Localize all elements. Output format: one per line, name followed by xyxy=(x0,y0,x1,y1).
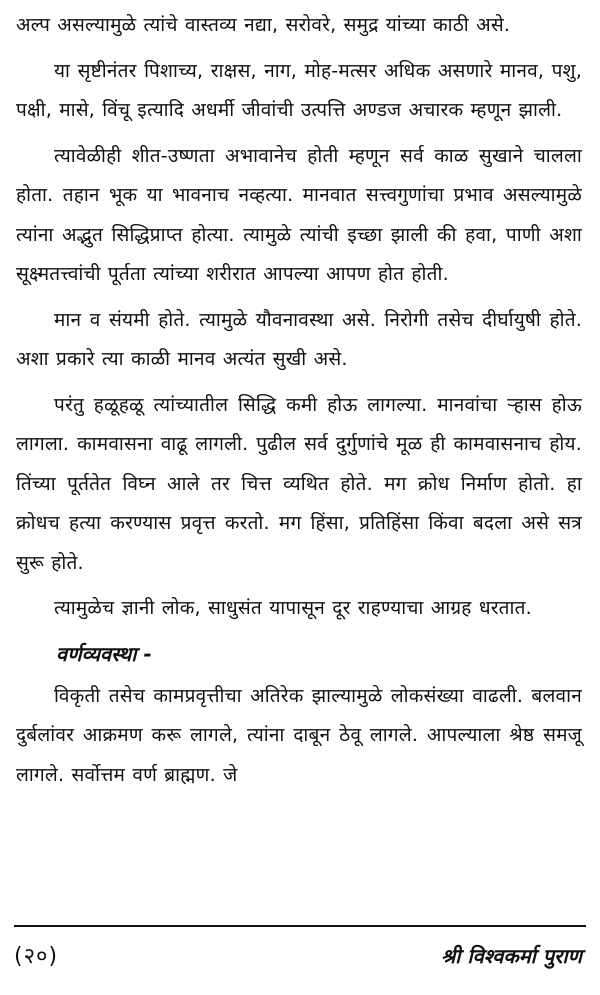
page-number: (२०) xyxy=(14,944,59,969)
paragraph-2: या सृष्टीनंतर पिशाच्य, राक्षस, नाग, मोह-मत्सर अधिक असणारे मानव, पशु, पक्षी, मासे, विंचू इत्यादि अधर्मी जीवांची उत्पत्ति अण्डज अचारक म्हणून झाली. xyxy=(16,59,582,121)
book-title: श्री विश्वकर्मा पुराण xyxy=(441,943,582,968)
page-footer xyxy=(14,935,582,975)
footer-divider xyxy=(14,925,586,927)
paragraph-3: त्यावेळीही शीत-उष्णता अभावानेच होती म्हणून सर्व काळ सुखाने चालला होता. तहान भूक या भावनाच नव्हत्या. मानवात सत्त्वगुणांचा प्रभाव असल्यामुळे त्यांना अद्भुत सिद्धिप्राप्त होत्या. त्यामुळे त्यांची इच्छा झाली की हवा, पाणी अशा सूक्ष्मतत्त्वांची पूर्तता त्यांच्या शरीरात आपल्या आपण होत होती. xyxy=(16,144,582,285)
paragraph-6: त्यामुळेच ज्ञानी लोक, साधुसंत यापासून दूर राहण्याचा आग्रह धरतात. xyxy=(54,597,532,619)
paragraph-after-heading: विकृती तसेच कामप्रवृत्तीचा अतिरेक झाल्यामुळे लोकसंख्या वाढली. बलवान दुर्बलांवर आक्रमण करू लागले, त्यांना दाबून ठेवू लागले. आपल्याला श्रेष्ठ समजू लागले. सर्वोत्तम वर्ण ब्राह्मण. जे xyxy=(16,684,582,786)
paragraph-4: मान व संयमी होते. त्यामुळे यौवनावस्था असे. निरोगी तसेच दीर्घायुषी होते. अशा प्रकारे त्या काळी मानव अत्यंत सुखी असे. xyxy=(16,308,582,370)
paragraph-1: अल्प असल्यामुळे त्यांचे वास्तव्य नद्या, सरोवरे, समुद्र यांच्या काठी असे. xyxy=(16,14,511,36)
section-heading: वर्णव्यवस्था - xyxy=(56,641,152,666)
paragraph-5: परंतु हळूहळू त्यांच्यातील सिद्धि कमी होऊ लागल्या. मानवांचा ऱ्हास होऊ लागला. कामवासना वाढू लागली. पुढील सर्व दुर्गुणांचे मूळ ही कामवासनाच होय. तिंच्या पूर्ततेत विघ्न आले तर चित्त व्यथित होते. मग क्रोध निर्माण होतो. हा क्रोधच हत्या करण्यास प्रवृत्त करतो. मग हिंसा, प्रतिहिंसा किंवा बदला असे सत्र सुरू होते. xyxy=(16,393,582,574)
